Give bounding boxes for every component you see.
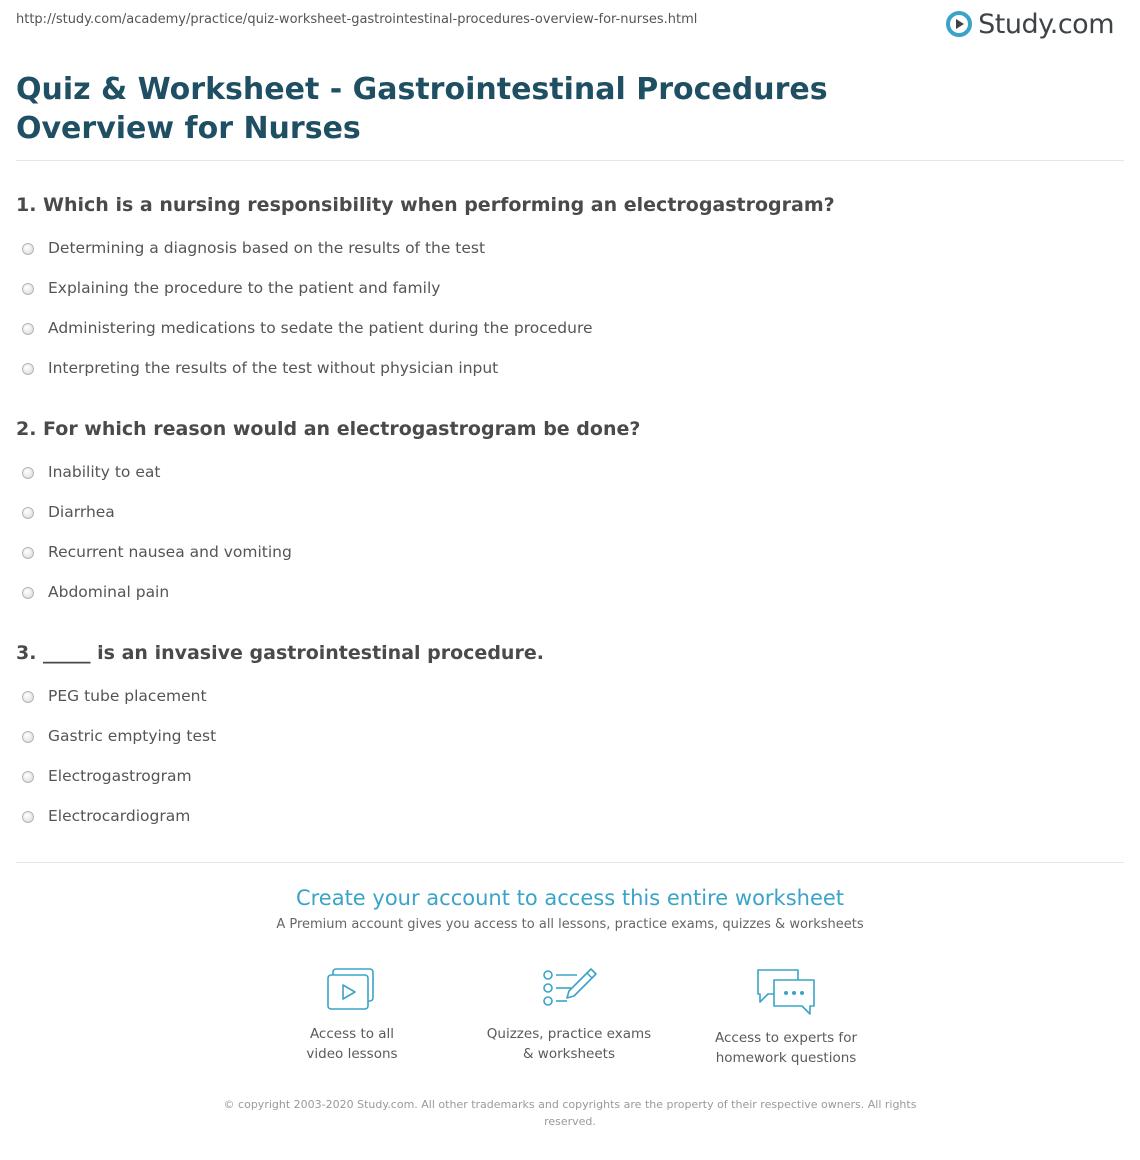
answer-label: Diarrhea <box>48 503 115 521</box>
answer-label: Electrocardiogram <box>48 807 191 825</box>
answer-label: Administering medications to sedate the patient during the procedure <box>48 319 593 337</box>
answer-option[interactable] <box>22 308 593 348</box>
quiz-list-icon <box>541 966 597 1012</box>
feature-label-line-1: Access to experts for <box>714 1030 857 1046</box>
radio-button[interactable] <box>22 507 34 519</box>
feature-label-line-2: & worksheets <box>522 1046 615 1062</box>
answer-option[interactable] <box>22 756 216 796</box>
answer-label: Gastric emptying test <box>48 727 217 745</box>
answer-option[interactable] <box>22 348 593 388</box>
answer-option[interactable] <box>22 796 216 836</box>
divider <box>16 862 1124 863</box>
radio-button[interactable] <box>22 691 34 703</box>
radio-button[interactable] <box>22 811 34 823</box>
answer-option[interactable] <box>22 572 292 612</box>
answer-label: Recurrent nausea and vomiting <box>48 543 292 561</box>
answer-option[interactable] <box>22 676 216 716</box>
feature-quizzes <box>469 966 669 1064</box>
answer-label: Determining a diagnosis based on the results of the test <box>48 239 486 257</box>
radio-button[interactable] <box>22 323 34 335</box>
radio-button[interactable] <box>22 771 34 783</box>
answer-label: Explaining the procedure to the patient and family <box>48 279 441 297</box>
question-1-options <box>22 228 593 388</box>
radio-button[interactable] <box>22 363 34 375</box>
page-url: http://study.com/academy/practice/quiz-worksheet-gastrointestinal-procedures-overview-for-nurses.html <box>16 12 698 27</box>
radio-button[interactable] <box>22 731 34 743</box>
feature-label-line-2: video lessons <box>306 1046 398 1062</box>
question-3: 3. _____ is an invasive gastrointestinal procedure. <box>16 642 544 664</box>
divider <box>16 160 1124 161</box>
question-2-options <box>22 452 292 612</box>
answer-label: Inability to eat <box>48 463 161 481</box>
feature-label-line-1: Quizzes, practice exams <box>486 1026 652 1042</box>
radio-button[interactable] <box>22 547 34 559</box>
chat-bubbles-icon <box>754 966 818 1016</box>
question-1: 1. Which is a nursing responsibility when performing an electrogastrogram? <box>16 194 835 216</box>
radio-button[interactable] <box>22 243 34 255</box>
copyright-notice: © copyright 2003-2020 Study.com. All other trademarks and copyrights are the property of their respective owners. All rights reserved. <box>223 1098 917 1128</box>
page-title: Quiz & Worksheet - Gastrointestinal Procedures Overview for Nurses <box>16 72 828 146</box>
answer-option[interactable] <box>22 452 292 492</box>
logo-text: Study.com <box>978 8 1114 40</box>
answer-option[interactable] <box>22 532 292 572</box>
answer-option[interactable] <box>22 268 593 308</box>
feature-label-line-1: Access to all <box>309 1026 395 1042</box>
play-circle-icon <box>946 11 972 37</box>
study-logo[interactable] <box>946 6 1114 42</box>
feature-experts <box>686 966 886 1068</box>
answer-option[interactable] <box>22 716 216 756</box>
question-2: 2. For which reason would an electrogastrogram be done? <box>16 418 641 440</box>
create-account-link[interactable]: Create your account to access this entire worksheet <box>295 886 845 910</box>
answer-label: PEG tube placement <box>48 687 207 705</box>
answer-label: Abdominal pain <box>48 583 170 601</box>
radio-button[interactable] <box>22 467 34 479</box>
feature-video-lessons <box>252 966 452 1064</box>
answer-option[interactable] <box>22 492 292 532</box>
answer-option[interactable] <box>22 228 593 268</box>
answer-label: Interpreting the results of the test without physician input <box>48 359 499 377</box>
answer-label: Electrogastrogram <box>48 767 192 785</box>
question-3-options <box>22 676 216 836</box>
radio-button[interactable] <box>22 587 34 599</box>
premium-description: A Premium account gives you access to all lessons, practice exams, quizzes & worksheets <box>276 917 864 932</box>
feature-label-line-2: homework questions <box>715 1050 857 1066</box>
radio-button[interactable] <box>22 283 34 295</box>
video-lessons-icon <box>325 966 379 1012</box>
